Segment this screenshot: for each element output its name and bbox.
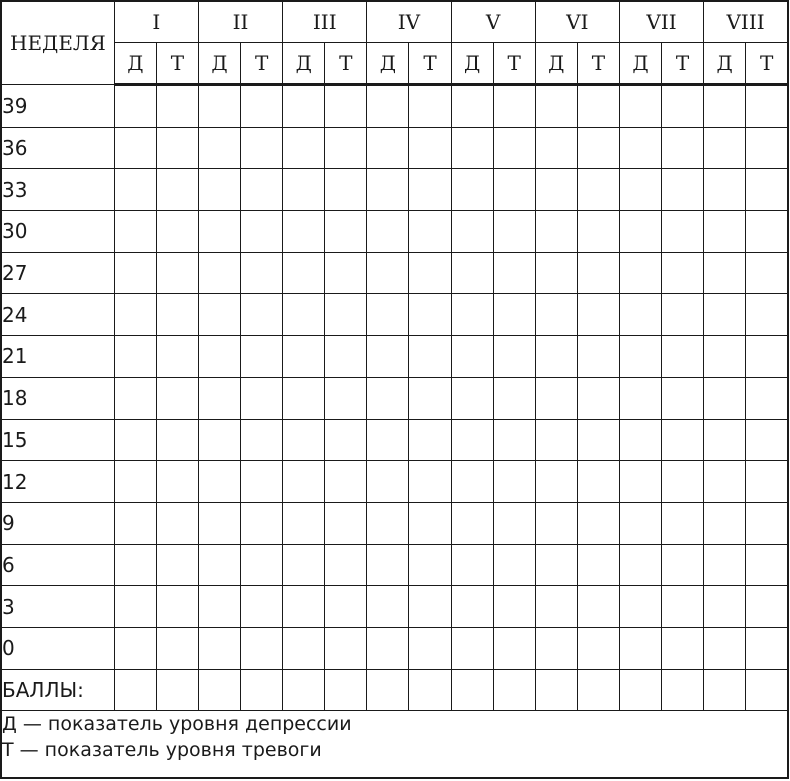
anxiety-score-cell[interactable] [746,169,788,211]
depression-score-cell[interactable] [704,211,746,253]
anxiety-score-cell[interactable] [156,377,198,419]
anxiety-score-cell[interactable] [662,544,704,586]
anxiety-score-cell[interactable] [325,85,367,128]
anxiety-score-cell[interactable] [241,627,283,669]
depression-score-cell[interactable] [619,419,661,461]
table-row [1,669,788,710]
depression-score-cell[interactable] [619,461,661,503]
depression-score-cell[interactable] [535,294,577,336]
anxiety-score-cell[interactable] [241,586,283,628]
anxiety-score-cell[interactable] [493,461,535,503]
anxiety-score-cell[interactable] [746,127,788,169]
depression-score-cell[interactable] [704,419,746,461]
depression-subheader: Д [114,43,156,85]
week-number-header: V [451,1,535,43]
anxiety-score-cell[interactable] [325,419,367,461]
table-row [1,127,788,169]
depression-score-cell[interactable] [367,544,409,586]
anxiety-score-cell[interactable] [325,252,367,294]
depression-score-cell[interactable] [704,461,746,503]
anxiety-score-cell[interactable] [577,627,619,669]
week-number-header: II [198,1,282,43]
depression-score-cell[interactable] [619,627,661,669]
anxiety-score-cell[interactable] [325,294,367,336]
anxiety-score-cell[interactable] [493,544,535,586]
depression-score-cell[interactable] [619,85,661,128]
depression-score-cell[interactable] [535,252,577,294]
anxiety-score-cell[interactable] [493,586,535,628]
depression-score-cell[interactable] [283,377,325,419]
depression-score-cell[interactable] [283,85,325,128]
anxiety-score-cell[interactable] [325,502,367,544]
depression-score-cell[interactable] [451,377,493,419]
anxiety-subheader: Т [662,43,704,85]
depression-score-cell[interactable] [367,294,409,336]
depression-score-cell[interactable] [283,502,325,544]
depression-score-cell[interactable] [451,419,493,461]
anxiety-score-cell[interactable] [409,461,451,503]
legend [1,710,788,778]
depression-score-cell[interactable] [451,294,493,336]
anxiety-score-cell[interactable] [409,211,451,253]
anxiety-score-cell[interactable] [493,294,535,336]
anxiety-score-cell[interactable] [662,627,704,669]
anxiety-score-cell[interactable] [409,419,451,461]
anxiety-score-cell[interactable] [746,377,788,419]
depression-score-cell[interactable] [367,377,409,419]
depression-subheader: Д [704,43,746,85]
anxiety-score-cell[interactable] [409,85,451,128]
anxiety-score-cell[interactable] [577,377,619,419]
depression-score-cell[interactable] [367,461,409,503]
depression-score-cell[interactable] [535,627,577,669]
anxiety-score-cell[interactable] [325,211,367,253]
score-level-label: 9 [1,502,114,544]
depression-score-cell[interactable] [704,586,746,628]
depression-score-cell[interactable] [535,419,577,461]
depression-score-cell[interactable] [704,127,746,169]
depression-score-cell[interactable] [114,85,156,128]
depression-score-cell[interactable] [367,419,409,461]
depression-subheader: Д [451,43,493,85]
score-level-label: 36 [1,127,114,169]
anxiety-score-cell[interactable] [746,336,788,378]
anxiety-score-cell[interactable] [241,127,283,169]
score-level-label: 6 [1,544,114,586]
depression-score-cell[interactable] [367,252,409,294]
anxiety-score-cell[interactable] [577,127,619,169]
depression-score-cell[interactable] [198,627,240,669]
depression-score-cell[interactable] [114,544,156,586]
depression-score-cell[interactable] [619,586,661,628]
anxiety-subheader: Т [493,43,535,85]
depression-score-cell[interactable] [198,669,240,710]
anxiety-score-cell[interactable] [577,669,619,710]
depression-score-cell[interactable] [367,669,409,710]
depression-score-cell[interactable] [198,169,240,211]
depression-score-cell[interactable] [619,544,661,586]
anxiety-score-cell[interactable] [577,169,619,211]
anxiety-score-cell[interactable] [409,669,451,710]
anxiety-score-cell[interactable] [662,669,704,710]
week-number-header: IV [367,1,451,43]
anxiety-score-cell[interactable] [241,211,283,253]
anxiety-score-cell[interactable] [156,211,198,253]
anxiety-score-cell[interactable] [409,169,451,211]
anxiety-score-cell[interactable] [662,211,704,253]
anxiety-score-cell[interactable] [241,669,283,710]
depression-score-cell[interactable] [451,544,493,586]
depression-score-cell[interactable] [283,586,325,628]
anxiety-score-cell[interactable] [156,85,198,128]
anxiety-score-cell[interactable] [662,502,704,544]
depression-score-cell[interactable] [535,461,577,503]
anxiety-score-cell[interactable] [493,211,535,253]
depression-score-cell[interactable] [704,377,746,419]
week-number-header: VIII [704,1,788,43]
anxiety-score-cell[interactable] [577,419,619,461]
anxiety-score-cell[interactable] [662,127,704,169]
anxiety-score-cell[interactable] [156,544,198,586]
table-row [1,377,788,419]
depression-score-cell[interactable] [283,336,325,378]
depression-score-cell[interactable] [198,502,240,544]
anxiety-score-cell[interactable] [662,294,704,336]
anxiety-score-cell[interactable] [156,461,198,503]
depression-score-cell[interactable] [704,294,746,336]
score-level-label: 39 [1,85,114,128]
depression-score-cell[interactable] [535,502,577,544]
depression-score-cell[interactable] [367,502,409,544]
anxiety-score-cell[interactable] [662,586,704,628]
score-level-label: 33 [1,169,114,211]
anxiety-score-cell[interactable] [662,252,704,294]
depression-score-cell[interactable] [451,461,493,503]
anxiety-score-cell[interactable] [577,336,619,378]
depression-score-cell[interactable] [114,669,156,710]
depression-score-cell[interactable] [451,85,493,128]
anxiety-score-cell[interactable] [241,336,283,378]
depression-score-cell[interactable] [114,627,156,669]
anxiety-score-cell[interactable] [493,419,535,461]
anxiety-score-cell[interactable] [662,461,704,503]
depression-subheader: Д [283,43,325,85]
score-level-label: 30 [1,211,114,253]
anxiety-score-cell[interactable] [662,169,704,211]
anxiety-score-cell[interactable] [746,294,788,336]
score-level-label: 0 [1,627,114,669]
anxiety-score-cell[interactable] [325,461,367,503]
depression-score-cell[interactable] [114,461,156,503]
depression-score-cell[interactable] [283,169,325,211]
week-number-header: VII [619,1,703,43]
anxiety-score-cell[interactable] [409,544,451,586]
table-row [1,294,788,336]
table-row [1,627,788,669]
anxiety-score-cell[interactable] [325,169,367,211]
anxiety-score-cell[interactable] [241,377,283,419]
anxiety-score-cell[interactable] [409,627,451,669]
anxiety-score-cell[interactable] [746,669,788,710]
depression-score-cell[interactable] [198,544,240,586]
anxiety-score-cell[interactable] [241,502,283,544]
table-row [1,252,788,294]
anxiety-score-cell[interactable] [746,419,788,461]
depression-score-cell[interactable] [704,169,746,211]
anxiety-score-cell[interactable] [325,669,367,710]
score-level-label: 24 [1,294,114,336]
anxiety-score-cell[interactable] [325,627,367,669]
anxiety-score-cell[interactable] [746,252,788,294]
depression-subheader: Д [198,43,240,85]
anxiety-score-cell[interactable] [409,294,451,336]
depression-score-cell[interactable] [535,586,577,628]
anxiety-subheader: Т [241,43,283,85]
anxiety-score-cell[interactable] [325,544,367,586]
anxiety-score-cell[interactable] [241,252,283,294]
depression-score-cell[interactable] [283,669,325,710]
anxiety-score-cell[interactable] [493,85,535,128]
anxiety-score-cell[interactable] [409,336,451,378]
depression-score-cell[interactable] [367,586,409,628]
anxiety-score-cell[interactable] [746,461,788,503]
depression-score-cell[interactable] [114,586,156,628]
depression-score-cell[interactable] [114,169,156,211]
week-number-header: III [283,1,367,43]
depression-score-cell[interactable] [114,127,156,169]
depression-score-cell[interactable] [114,502,156,544]
anxiety-score-cell[interactable] [241,169,283,211]
depression-score-cell[interactable] [114,252,156,294]
anxiety-score-cell[interactable] [577,502,619,544]
anxiety-score-cell[interactable] [156,252,198,294]
anxiety-score-cell[interactable] [493,377,535,419]
depression-score-cell[interactable] [535,169,577,211]
table-row [1,211,788,253]
depression-subheader: Д [367,43,409,85]
table-row [1,419,788,461]
anxiety-score-cell[interactable] [409,252,451,294]
table-row [1,502,788,544]
depression-score-cell[interactable] [198,85,240,128]
depression-score-cell[interactable] [451,252,493,294]
depression-score-cell[interactable] [535,377,577,419]
depression-score-cell[interactable] [367,127,409,169]
depression-score-cell[interactable] [198,211,240,253]
depression-score-cell[interactable] [535,127,577,169]
score-level-label: 27 [1,252,114,294]
depression-score-cell[interactable] [198,586,240,628]
table-row [1,461,788,503]
depression-score-cell[interactable] [619,211,661,253]
depression-score-cell[interactable] [535,669,577,710]
depression-score-cell[interactable] [619,336,661,378]
depression-score-cell[interactable] [451,211,493,253]
depression-score-cell[interactable] [535,544,577,586]
anxiety-score-cell[interactable] [241,85,283,128]
anxiety-score-cell[interactable] [325,586,367,628]
score-level-label: 15 [1,419,114,461]
anxiety-score-cell[interactable] [493,502,535,544]
table-row [1,169,788,211]
anxiety-subheader: Т [409,43,451,85]
anxiety-score-cell[interactable] [577,461,619,503]
anxiety-score-cell[interactable] [409,127,451,169]
score-level-label: 3 [1,586,114,628]
depression-subheader: Д [619,43,661,85]
anxiety-score-cell[interactable] [493,669,535,710]
legend-anxiety: Т — показатель уровня тревоги [2,738,322,761]
legend-depression: Д — показатель уровня депрессии [2,712,352,735]
depression-score-cell[interactable] [198,377,240,419]
anxiety-score-cell[interactable] [156,294,198,336]
depression-score-cell[interactable] [704,502,746,544]
depression-subheader: Д [535,43,577,85]
depression-score-cell[interactable] [367,85,409,128]
week-number-header: I [114,1,198,43]
depression-score-cell[interactable] [198,461,240,503]
depression-score-cell[interactable] [704,544,746,586]
depression-score-cell[interactable] [619,127,661,169]
depression-score-cell[interactable] [198,294,240,336]
depression-score-cell[interactable] [704,669,746,710]
anxiety-score-cell[interactable] [577,211,619,253]
depression-score-cell[interactable] [451,127,493,169]
anxiety-score-cell[interactable] [662,336,704,378]
week-header: НЕДЕЛЯ [1,1,114,85]
depression-score-cell[interactable] [619,502,661,544]
anxiety-score-cell[interactable] [156,502,198,544]
anxiety-score-cell[interactable] [746,544,788,586]
depression-score-cell[interactable] [114,377,156,419]
depression-score-cell[interactable] [198,127,240,169]
depression-score-cell[interactable] [283,127,325,169]
depression-score-cell[interactable] [451,669,493,710]
anxiety-score-cell[interactable] [662,85,704,128]
depression-score-cell[interactable] [619,252,661,294]
score-level-label: 21 [1,336,114,378]
anxiety-score-cell[interactable] [156,336,198,378]
anxiety-score-cell[interactable] [156,627,198,669]
depression-score-cell[interactable] [451,502,493,544]
depression-score-cell[interactable] [198,336,240,378]
anxiety-score-cell[interactable] [325,377,367,419]
anxiety-score-cell[interactable] [577,586,619,628]
depression-score-cell[interactable] [283,211,325,253]
anxiety-score-cell[interactable] [746,586,788,628]
anxiety-score-cell[interactable] [156,419,198,461]
anxiety-score-cell[interactable] [577,294,619,336]
scores-label: БАЛЛЫ: [1,669,114,710]
anxiety-score-cell[interactable] [662,377,704,419]
depression-score-cell[interactable] [535,85,577,128]
score-level-label: 12 [1,461,114,503]
anxiety-score-cell[interactable] [241,544,283,586]
depression-score-cell[interactable] [283,294,325,336]
anxiety-score-cell[interactable] [577,544,619,586]
depression-score-cell[interactable] [451,169,493,211]
anxiety-score-cell[interactable] [746,502,788,544]
depression-score-cell[interactable] [283,461,325,503]
anxiety-subheader: Т [156,43,198,85]
anxiety-subheader: Т [746,43,788,85]
depression-score-cell[interactable] [114,336,156,378]
anxiety-score-cell[interactable] [493,627,535,669]
depression-score-cell[interactable] [619,377,661,419]
depression-score-cell[interactable] [367,627,409,669]
depression-score-cell[interactable] [114,211,156,253]
depression-score-cell[interactable] [704,85,746,128]
depression-score-cell[interactable] [451,627,493,669]
depression-score-cell[interactable] [114,419,156,461]
anxiety-score-cell[interactable] [493,252,535,294]
anxiety-score-cell[interactable] [577,252,619,294]
depression-score-cell[interactable] [619,294,661,336]
anxiety-score-cell[interactable] [156,127,198,169]
anxiety-score-cell[interactable] [409,377,451,419]
depression-score-cell[interactable] [704,252,746,294]
anxiety-score-cell[interactable] [493,127,535,169]
depression-score-cell[interactable] [283,419,325,461]
anxiety-score-cell[interactable] [156,669,198,710]
depression-score-cell[interactable] [114,294,156,336]
anxiety-score-cell[interactable] [493,336,535,378]
anxiety-score-cell[interactable] [662,419,704,461]
anxiety-subheader: Т [325,43,367,85]
anxiety-score-cell[interactable] [493,169,535,211]
depression-score-cell[interactable] [619,169,661,211]
depression-score-cell[interactable] [704,627,746,669]
table-row [1,85,788,128]
anxiety-score-cell[interactable] [746,211,788,253]
anxiety-score-cell[interactable] [156,169,198,211]
anxiety-score-cell[interactable] [409,586,451,628]
anxiety-score-cell[interactable] [746,85,788,128]
depression-score-cell[interactable] [451,586,493,628]
table-row [1,586,788,628]
anxiety-score-cell[interactable] [409,502,451,544]
depression-score-cell[interactable] [535,211,577,253]
anxiety-score-cell[interactable] [746,627,788,669]
depression-score-cell[interactable] [535,336,577,378]
depression-score-cell[interactable] [283,627,325,669]
anxiety-score-cell[interactable] [241,461,283,503]
anxiety-score-cell[interactable] [325,336,367,378]
depression-score-cell[interactable] [283,544,325,586]
anxiety-score-cell[interactable] [241,294,283,336]
anxiety-subheader: Т [577,43,619,85]
depression-score-cell[interactable] [283,252,325,294]
anxiety-score-cell[interactable] [156,586,198,628]
week-number-header: VI [535,1,619,43]
depression-score-cell[interactable] [451,336,493,378]
depression-score-cell[interactable] [367,211,409,253]
depression-score-cell[interactable] [198,419,240,461]
score-level-label: 18 [1,377,114,419]
depression-score-cell[interactable] [367,336,409,378]
table-row [1,336,788,378]
legend-row [1,710,788,778]
depression-score-cell[interactable] [704,336,746,378]
anxiety-score-cell[interactable] [241,419,283,461]
depression-score-cell[interactable] [619,669,661,710]
depression-score-cell[interactable] [198,252,240,294]
anxiety-score-cell[interactable] [325,127,367,169]
table-row [1,544,788,586]
depression-score-cell[interactable] [367,169,409,211]
anxiety-score-cell[interactable] [577,85,619,128]
